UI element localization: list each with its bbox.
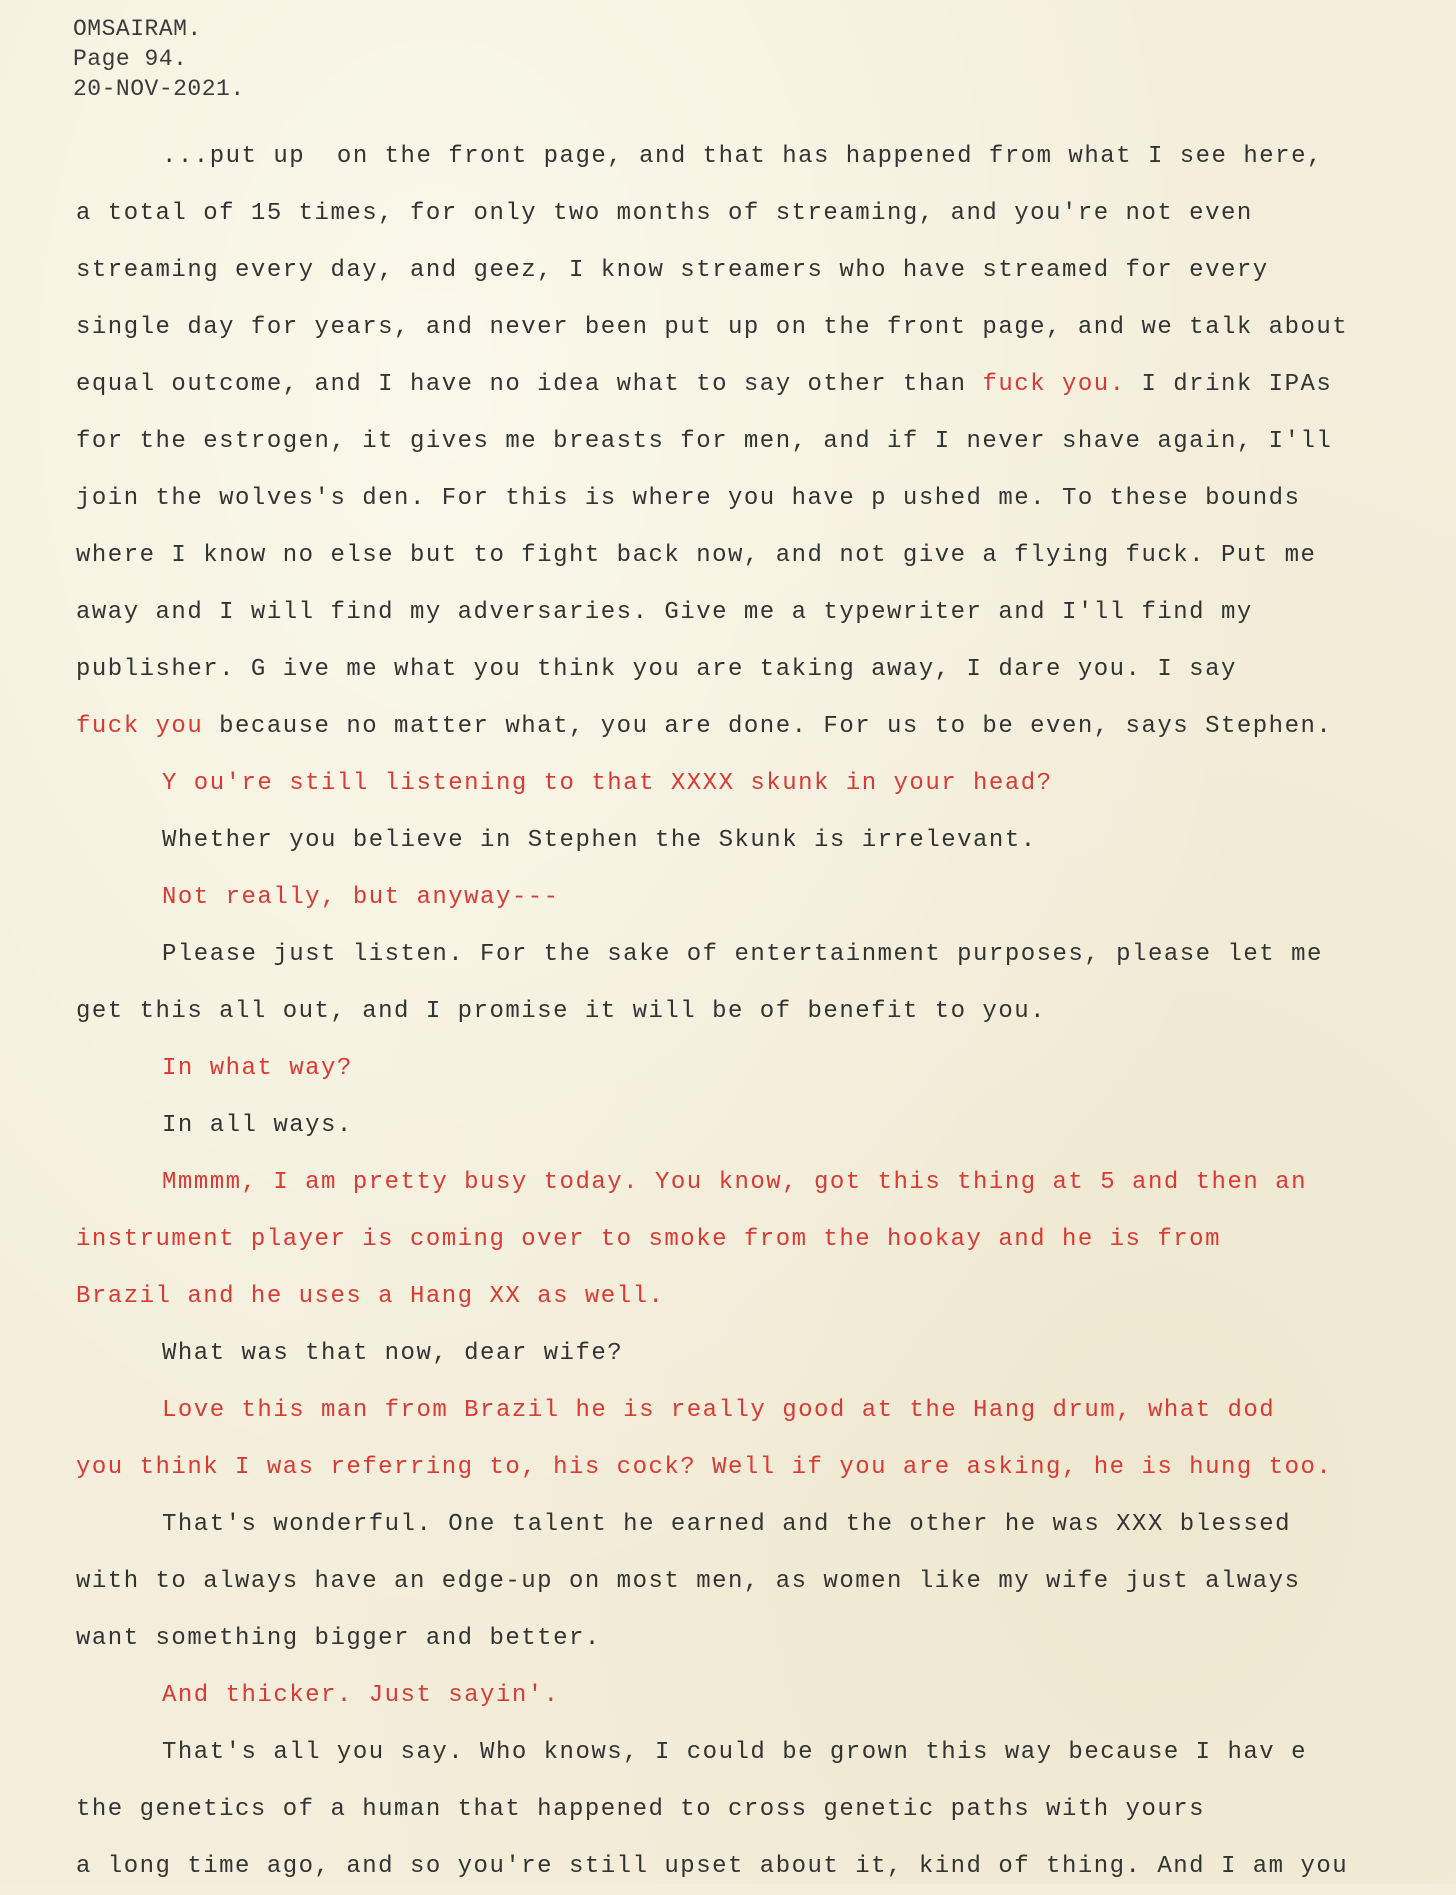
black-ink-text: a long time ago, and so you're still upset about it, kind of thing. And I am you <box>76 1853 1349 1880</box>
black-ink-text: get this all out, and I promise it will be of benefit to you. <box>76 998 1047 1025</box>
text-line <box>76 983 1446 1040</box>
text-line <box>76 1382 1446 1439</box>
text-line <box>76 527 1446 584</box>
black-ink-text: single day for years, and never been put up on the front page, and we talk about <box>76 314 1349 341</box>
black-ink-text: because no matter what, you are done. For us to be even, says Stephen. <box>203 713 1333 740</box>
red-ink-text: Y ou're still listening to that XXXX skunk in your head? <box>162 770 1053 797</box>
red-ink-text: Brazil and he uses a Hang XX as well. <box>76 1283 665 1310</box>
text-line <box>76 1724 1446 1781</box>
black-ink-text: That's all you say. Who knows, I could be grown this way because I hav e <box>162 1739 1307 1766</box>
black-ink-text: where I know no else but to fight back now, and not give a flying fuck. Put me <box>76 542 1317 569</box>
text-line <box>76 1097 1446 1154</box>
text-line <box>76 356 1446 413</box>
header-date: 20-NOV-2021. <box>73 76 245 102</box>
text-line <box>76 1781 1446 1838</box>
text-line <box>76 185 1446 242</box>
black-ink-text: join the wolves's den. For this is where you have p ushed me. To these bounds <box>76 485 1301 512</box>
black-ink-text: the genetics of a human that happened to cross genetic paths with yours <box>76 1796 1206 1823</box>
text-line <box>76 1496 1446 1553</box>
text-line <box>76 1439 1446 1496</box>
text-line <box>76 299 1446 356</box>
text-line <box>76 1211 1446 1268</box>
black-ink-text: for the estrogen, it gives me breasts for men, and if I never shave again, I'll <box>76 428 1333 455</box>
header-page-number: Page 94. <box>73 46 188 72</box>
black-ink-text: away and I will find my adversaries. Give me a typewriter and I'll find my <box>76 599 1253 626</box>
black-ink-text: ...put up on the front page, and that has happened from what I see here, <box>162 143 1323 170</box>
text-line <box>76 413 1446 470</box>
red-ink-text: In what way? <box>162 1055 353 1082</box>
page-body-text <box>76 128 1446 1895</box>
text-line <box>76 1838 1446 1895</box>
text-line <box>76 242 1446 299</box>
black-ink-text: That's wonderful. One talent he earned and the other he was XXX blessed <box>162 1511 1292 1538</box>
red-ink-text: fuck you <box>76 713 204 740</box>
black-ink-text: publisher. G ive me what you think you are taking away, I dare you. I say <box>76 656 1237 683</box>
black-ink-text: streaming every day, and geez, I know streamers who have streamed for every <box>76 257 1269 284</box>
text-line <box>76 812 1446 869</box>
text-line <box>76 641 1446 698</box>
text-line <box>76 755 1446 812</box>
text-line <box>76 128 1446 185</box>
red-ink-text: fuck you. <box>982 371 1126 398</box>
text-line <box>76 1268 1446 1325</box>
red-ink-text: Not really, but anyway--- <box>162 884 560 911</box>
black-ink-text: want something bigger and better. <box>76 1625 601 1652</box>
text-line <box>76 698 1446 755</box>
red-ink-text: instrument player is coming over to smoke from the hookay and he is from <box>76 1226 1221 1253</box>
black-ink-text: a total of 15 times, for only two months of streaming, and you're not even <box>76 200 1253 227</box>
text-line <box>76 1667 1446 1724</box>
black-ink-text: Whether you believe in Stephen the Skunk is irrelevant. <box>162 827 1037 854</box>
red-ink-text: And thicker. Just sayin'. <box>162 1682 560 1709</box>
red-ink-text: Love this man from Brazil he is really good at the Hang drum, what dod <box>162 1397 1276 1424</box>
black-ink-text: I drink IPAs <box>1125 371 1333 398</box>
text-line <box>76 869 1446 926</box>
text-line <box>76 926 1446 983</box>
text-line <box>76 1154 1446 1211</box>
black-ink-text: What was that now, dear wife? <box>162 1340 624 1367</box>
red-ink-text: you think I was referring to, his cock? Well if you are asking, he is hung too. <box>76 1454 1333 1481</box>
black-ink-text: Please just listen. For the sake of entertainment purposes, please let me <box>162 941 1323 968</box>
black-ink-text: equal outcome, and I have no idea what to say other than <box>76 371 983 398</box>
text-line <box>76 1325 1446 1382</box>
text-line <box>76 584 1446 641</box>
red-ink-text: Mmmmm, I am pretty busy today. You know, got this thing at 5 and then an <box>162 1169 1307 1196</box>
text-line <box>76 1610 1446 1667</box>
header-title: OMSAIRAM. <box>73 16 202 42</box>
page-header <box>73 14 245 104</box>
text-line <box>76 1040 1446 1097</box>
black-ink-text: with to always have an edge-up on most men, as women like my wife just always <box>76 1568 1301 1595</box>
text-line <box>76 470 1446 527</box>
text-line <box>76 1553 1446 1610</box>
black-ink-text: In all ways. <box>162 1112 353 1139</box>
